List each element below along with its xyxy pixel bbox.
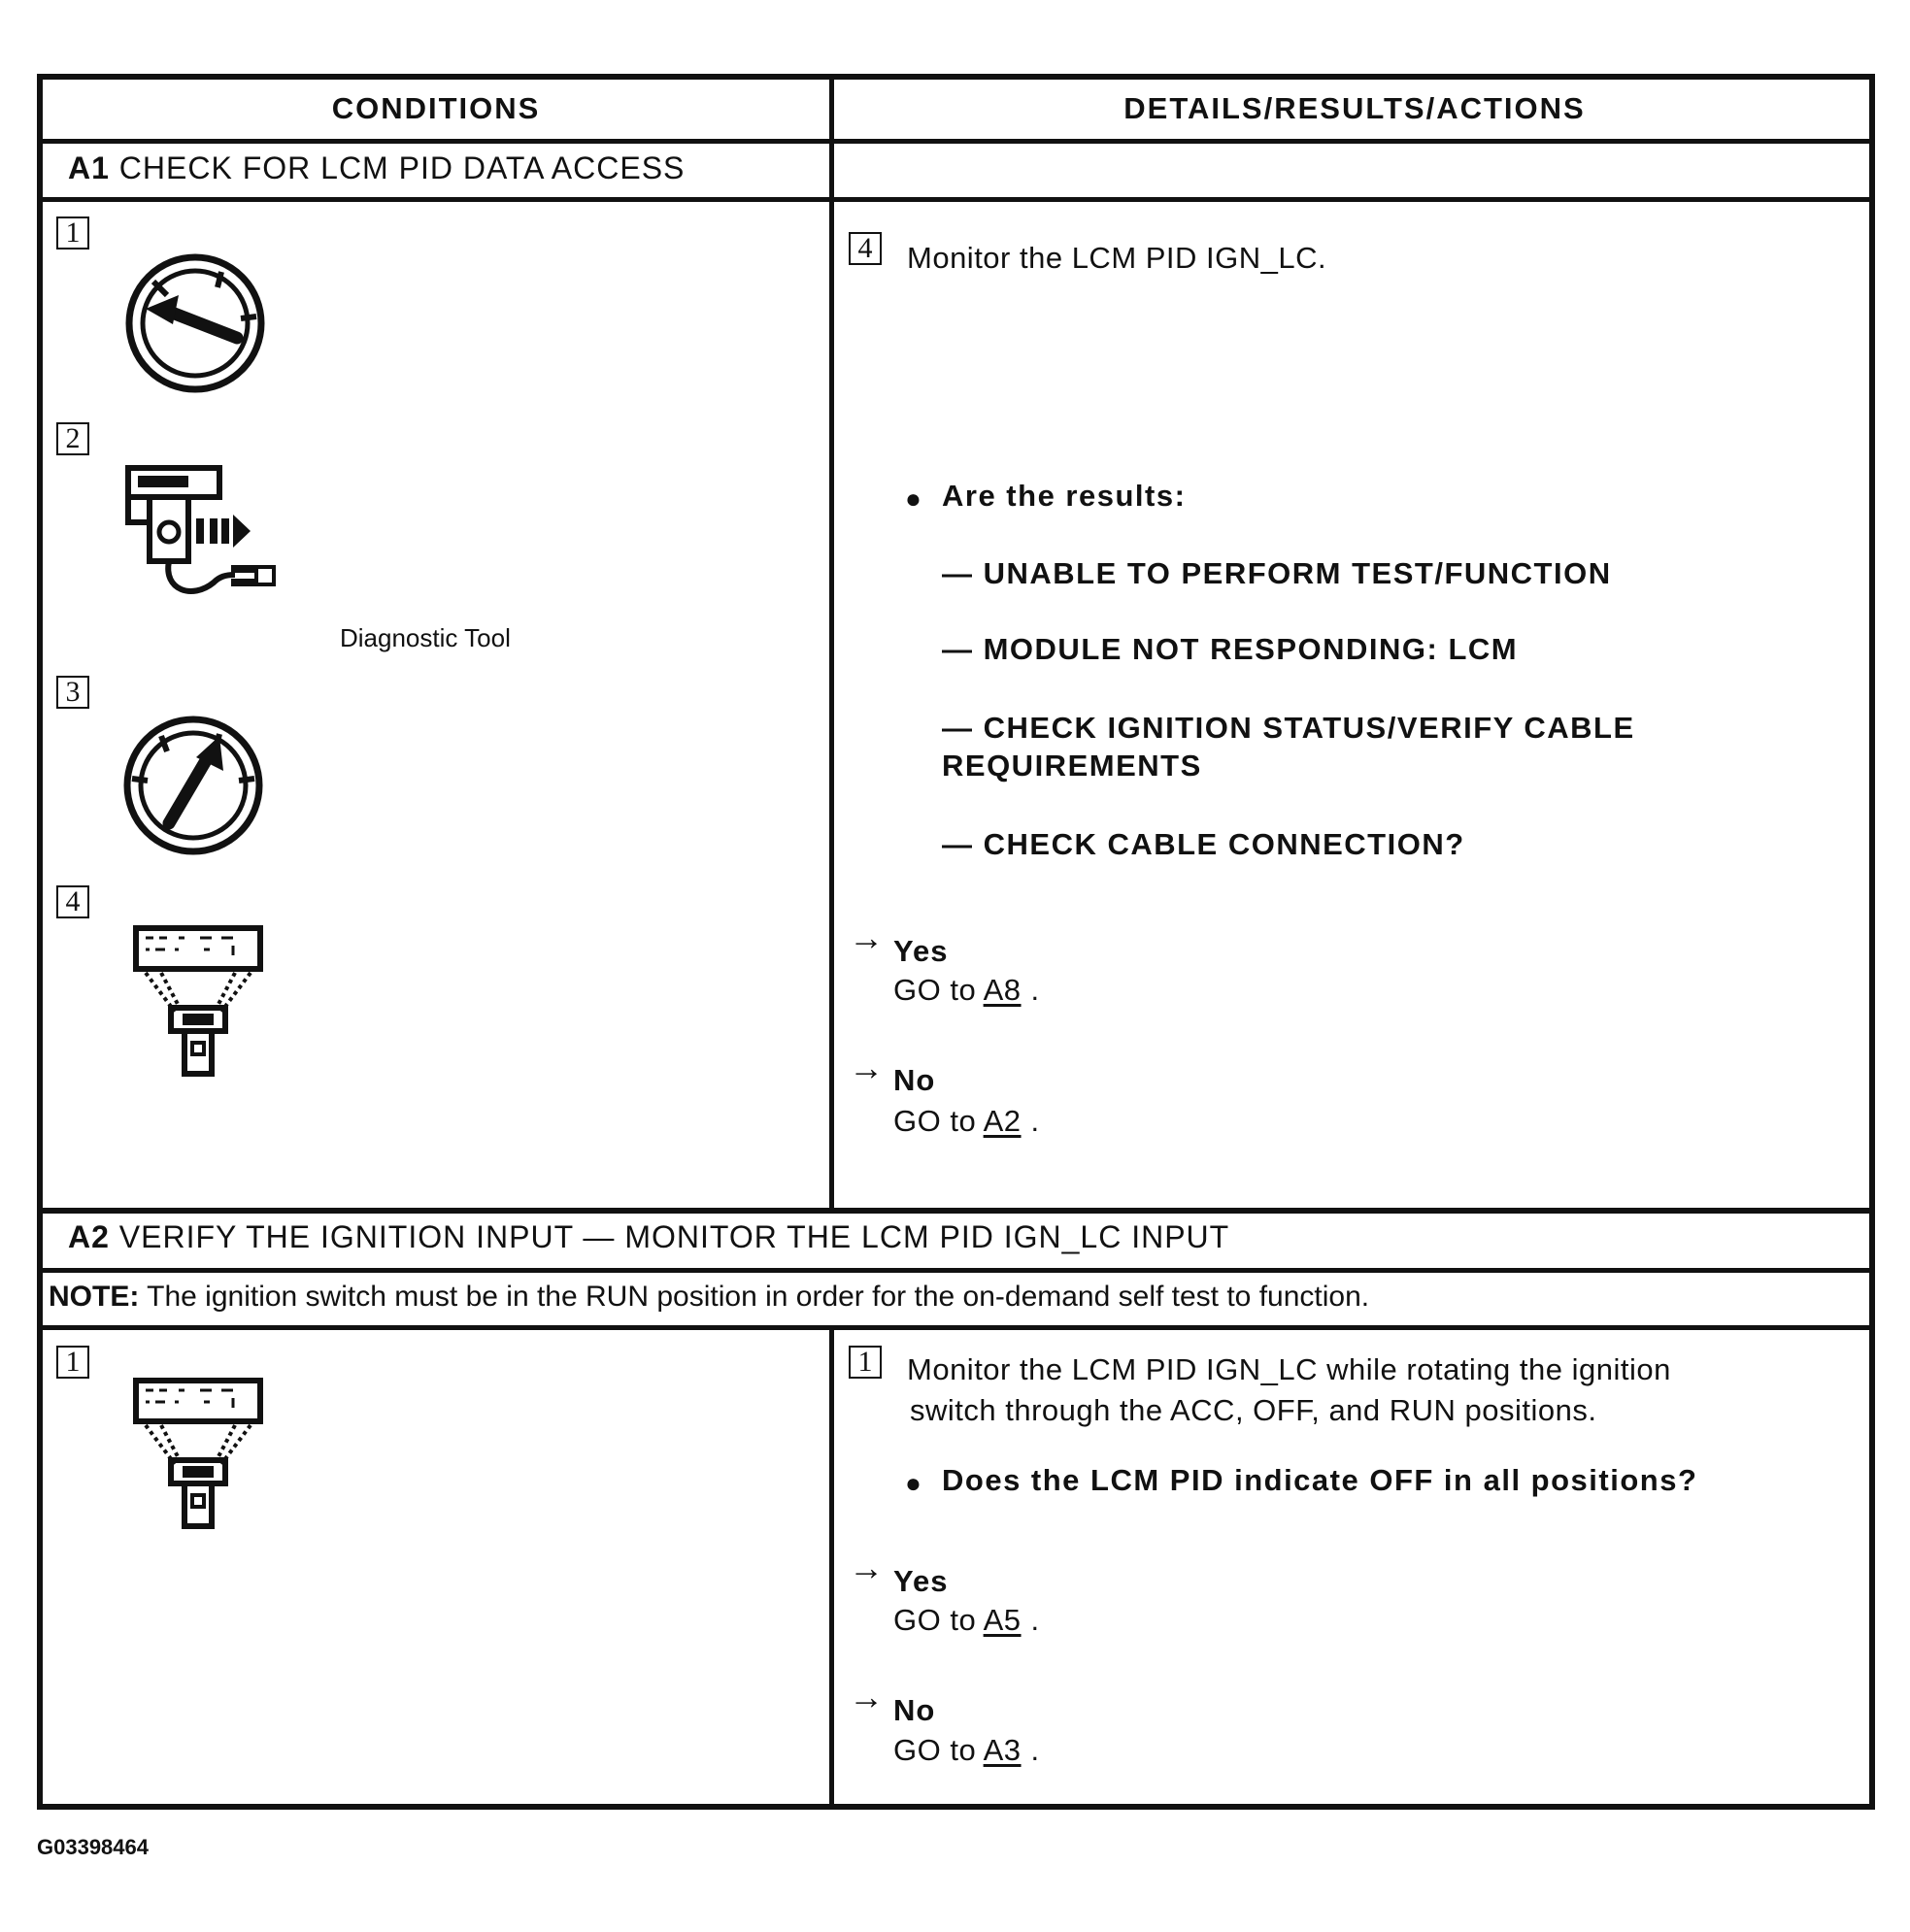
diagnostic-tool-icon	[124, 464, 280, 610]
link-a5[interactable]: A5	[983, 1603, 1022, 1637]
conditions-header: CONDITIONS	[331, 91, 541, 125]
a2-section-title	[68, 1217, 1229, 1256]
a1-result-1: — UNABLE TO PERFORM TEST/FUNCTION	[942, 556, 1612, 590]
a2-detail-line-1: Monitor the LCM PID IGN_LC while rotating the ignition	[907, 1352, 1671, 1386]
column-divider-bottom	[829, 1330, 834, 1810]
a1-no-goto-prefix: GO to	[893, 1104, 977, 1138]
a2-title: VERIFY THE IGNITION INPUT — MONITOR THE LCM PID IGN_LC INPUT	[118, 1219, 1230, 1254]
a1-detail-text: Monitor the LCM PID IGN_LC.	[907, 241, 1327, 275]
a1-step-2-marker: 2	[56, 422, 89, 455]
note-rule	[43, 1325, 1869, 1330]
header-rule	[43, 139, 1869, 144]
a2-no-goto: GO to A3 .	[893, 1733, 1040, 1767]
a1-yes-arrow-icon: →	[849, 917, 884, 957]
a2-yes-goto-prefix: GO to	[893, 1603, 977, 1637]
figure-id: G03398464	[37, 1835, 149, 1859]
a2-note	[49, 1278, 1369, 1316]
a2-step-1-marker: 1	[56, 1346, 89, 1379]
a2-no-goto-prefix: GO to	[893, 1733, 977, 1767]
link-a2[interactable]: A2	[983, 1104, 1022, 1138]
column-divider-top	[829, 80, 834, 1213]
a1-question: Are the results:	[942, 479, 1187, 513]
a2-no-label: No	[893, 1693, 936, 1727]
a1-section-title	[68, 149, 685, 187]
link-a3[interactable]: A3	[983, 1733, 1022, 1767]
a1-no-label: No	[893, 1063, 936, 1097]
note-label: NOTE:	[49, 1281, 140, 1313]
a2-yes-arrow-icon: →	[849, 1548, 884, 1587]
procedure-table	[37, 74, 1875, 1810]
a1-end-rule	[43, 1208, 1869, 1214]
a1-result-2: — MODULE NOT RESPONDING: LCM	[942, 632, 1519, 666]
a1-step-3-marker: 3	[56, 676, 89, 709]
diagnostic-tool-caption: Diagnostic Tool	[340, 623, 511, 652]
a1-title: CHECK FOR LCM PID DATA ACCESS	[118, 150, 686, 185]
a1-yes-goto-prefix: GO to	[893, 973, 977, 1007]
a1-bullet: ●	[905, 483, 921, 514]
a2-yes-label: Yes	[893, 1564, 949, 1598]
a2-title-rule	[43, 1268, 1869, 1273]
link-a8[interactable]: A8	[983, 973, 1022, 1007]
a2-no-arrow-icon: →	[849, 1677, 884, 1716]
a2-detail-line-2: switch through the ACC, OFF, and RUN positions.	[910, 1393, 1597, 1427]
note-text: The ignition switch must be in the RUN position in order for the on-demand self test to function.	[147, 1281, 1370, 1313]
a1-step-4-marker: 4	[56, 885, 89, 918]
ignition-on-icon	[122, 715, 264, 856]
a2-question: Does the LCM PID indicate OFF in all positions?	[942, 1463, 1698, 1497]
a1-result-4: — CHECK CABLE CONNECTION?	[942, 827, 1465, 861]
ignition-off-icon	[124, 252, 266, 394]
a1-no-arrow-icon: →	[849, 1048, 884, 1087]
a1-code: A1	[68, 150, 110, 185]
details-header: DETAILS/RESULTS/ACTIONS	[1123, 91, 1586, 125]
a2-yes-goto: GO to A5 .	[893, 1603, 1040, 1637]
a2-code: A2	[68, 1219, 110, 1254]
a1-step-1-marker: 1	[56, 217, 89, 250]
a1-yes-label: Yes	[893, 934, 949, 968]
a1-result-3-cont: REQUIREMENTS	[942, 749, 1202, 783]
a1-no-goto: GO to A2 .	[893, 1104, 1040, 1138]
a1-result-3: — CHECK IGNITION STATUS/VERIFY CABLE	[942, 711, 1635, 745]
a1-detail-step-marker: 4	[849, 232, 882, 265]
a1-title-rule	[43, 197, 1869, 202]
monitor-display-icon	[132, 1377, 268, 1532]
monitor-display-icon	[132, 924, 268, 1080]
a2-bullet: ●	[905, 1468, 921, 1498]
a2-detail-step-marker: 1	[849, 1346, 882, 1379]
a1-yes-goto: GO to A8 .	[893, 973, 1040, 1007]
